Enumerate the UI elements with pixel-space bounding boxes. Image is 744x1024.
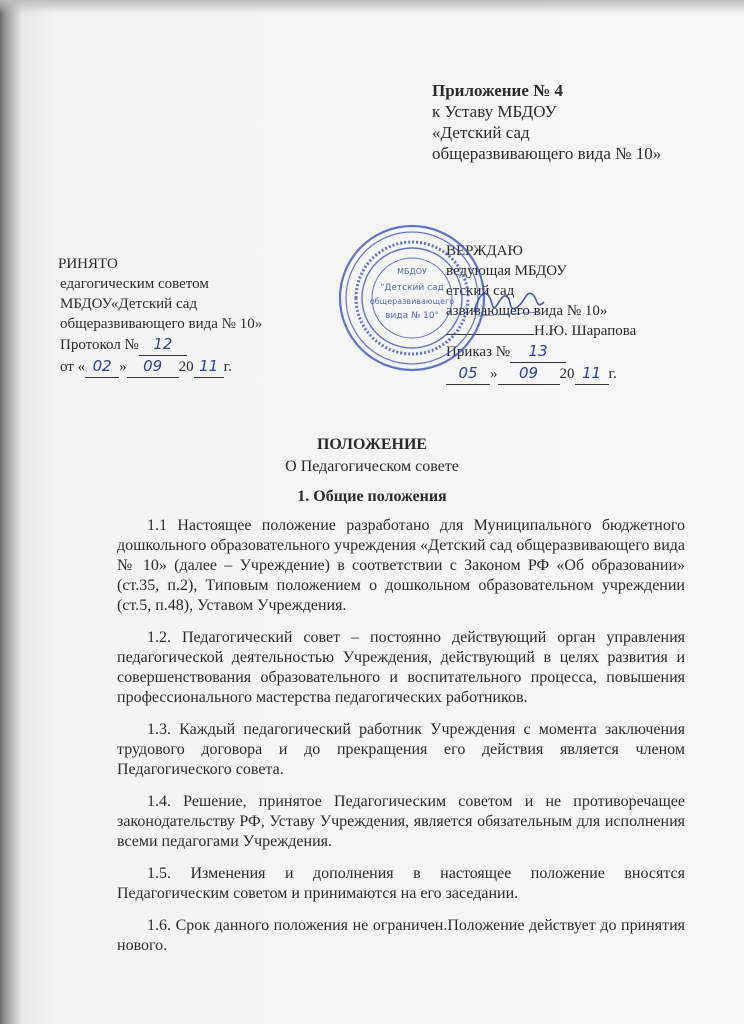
stamp-text: общеразвивающего (369, 297, 455, 306)
date-year: 11 (194, 356, 224, 378)
date-year-prefix: 20 (178, 359, 194, 375)
stamp-text: вида № 10" (385, 311, 439, 321)
date-day: 05 (446, 363, 490, 385)
date-prefix: от « (60, 359, 86, 375)
accepted-title: РИНЯТО (58, 256, 118, 272)
approved-title: ВЕРЖДАЮ (446, 243, 523, 259)
date-month: 09 (127, 356, 179, 378)
stamp-text: "Детский сад (380, 283, 444, 293)
approved-date-row: 05 » 09 20 11 г. (446, 363, 636, 385)
approved-line: азвивающего вида № 10» (446, 303, 608, 319)
date-year: 11 (575, 363, 609, 385)
paragraph: 1.3. Каждый педагогический работник Учреждения с момента заключения трудового договора и до прекращения его действия является членом Педагогического совета. (117, 721, 685, 778)
handwritten-signature (470, 282, 548, 322)
appendix-title: Приложение № 4 (432, 81, 563, 100)
protocol-number: 12 (139, 334, 187, 356)
document-subtitle: О Педагогическом совете (285, 458, 459, 475)
date-day: 02 (85, 356, 119, 378)
accepted-date-row: от « 02 » 09 20 11 г. (60, 356, 262, 378)
appendix-line: общеразвивающего вида № 10» (432, 144, 662, 163)
appendix-line: к Уставу МБДОУ (432, 102, 557, 121)
scan-shadow (0, 0, 744, 14)
date-year-prefix: 20 (559, 366, 575, 382)
paragraph: 1.1 Настоящее положение разработано для Муниципального бюджетного дошкольного образовательного учреждения «Детский сад общеразвивающего вида № 10» (далее – Учреждение) в соответствии с Законом РФ «Об образовании» (ст.35, п.2), Типовым положением о дошкольном образовательном учреждении (ст.5, п.48), Уставом Учреждения. (117, 517, 685, 614)
accepted-line: едагогическим советом (60, 276, 209, 292)
order-label: Приказ № (446, 344, 511, 360)
document-title: ПОЛОЖЕНИЕ (316, 436, 428, 453)
appendix-line: «Детский сад (432, 123, 530, 142)
accepted-line: МБДОУ«Детский сад (60, 296, 198, 312)
appendix-block (432, 80, 661, 164)
date-suffix: г. (223, 359, 232, 375)
paragraph: 1.4. Решение, принятое Педагогическим советом и не противоречащее законодательству РФ, Уставу Учреждения, является обязательным для исполнения всеми педагогами Учреждения. (117, 793, 685, 850)
accepted-block (60, 254, 262, 378)
accepted-line: общеразвивающего вида № 10» (60, 316, 263, 332)
date-suffix: г. (608, 366, 617, 382)
order-number: 13 (510, 341, 566, 363)
document-body (117, 516, 685, 968)
protocol-label: Протокол № (60, 337, 139, 353)
date-month: 09 (498, 363, 560, 385)
approved-line: ведующая МБДОУ (446, 263, 567, 279)
signer-name: Н.Ю. Шарапова (534, 323, 637, 339)
protocol-row (60, 334, 262, 356)
paragraph: 1.2. Педагогический совет – постоянно действующий орган управления педагогической деятельностью Учреждения, действующий в целях развития и совершенствования образовательного и воспитательного процесса, повышения профессионального мастерства педагогических работников. (117, 629, 685, 706)
approved-line: етский сад (446, 283, 515, 299)
paragraph: 1.5. Изменения и дополнения в настоящее положение вносятся Педагогическим советом и принимаются на его заседании. (117, 865, 685, 902)
stamp-text: МБДОУ (397, 267, 427, 276)
official-stamp (336, 222, 488, 374)
paragraph: 1.6. Срок данного положения не ограничен.Положение действует до принятия нового. (117, 917, 685, 954)
section-heading: 1. Общие положения (297, 488, 447, 505)
